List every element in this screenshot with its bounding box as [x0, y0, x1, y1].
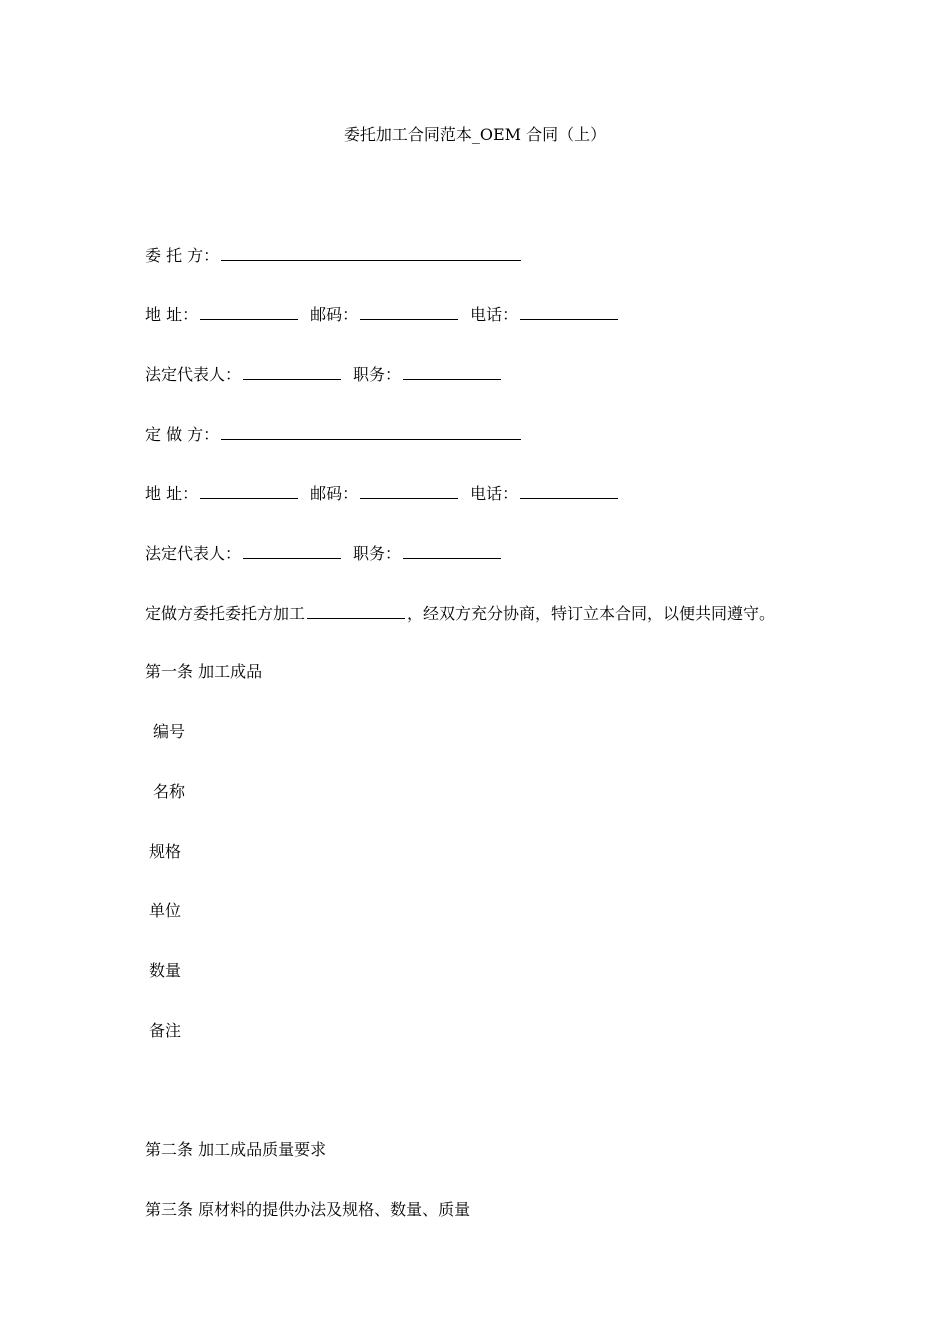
address-blank	[200, 482, 298, 499]
address-label: 地 址：	[145, 484, 199, 503]
intro-prefix: 定做方委托委托方加工	[145, 604, 306, 623]
phone-blank	[520, 482, 618, 499]
rep-blank	[243, 363, 341, 380]
position-blank	[403, 542, 501, 559]
rep-blank	[243, 542, 341, 559]
party-a-address-line	[145, 303, 620, 326]
phone-label: 电话：	[470, 484, 519, 503]
article-1-heading: 第一条 加工成品	[145, 662, 263, 681]
position-blank	[403, 363, 501, 380]
zip-label: 邮码：	[310, 305, 359, 324]
phone-blank	[520, 303, 618, 320]
zip-label: 邮码：	[310, 484, 359, 503]
rep-label: 法定代表人：	[145, 365, 242, 384]
party-b-label: 定 做 方：	[145, 425, 220, 444]
address-blank	[200, 303, 298, 320]
zip-blank	[360, 482, 458, 499]
field-quantity: 数量	[149, 961, 182, 980]
article-3-heading: 第三条 原材料的提供办法及规格、数量、质量	[145, 1200, 471, 1219]
party-a-rep-line	[145, 363, 503, 386]
party-b-line	[145, 423, 523, 446]
rep-label: 法定代表人：	[145, 544, 242, 563]
party-a-line	[145, 244, 523, 267]
phone-label: 电话：	[470, 305, 519, 324]
party-b-name-blank	[221, 423, 521, 440]
position-label: 职务：	[353, 544, 402, 563]
address-label: 地 址：	[145, 305, 199, 324]
zip-blank	[360, 303, 458, 320]
intro-suffix: ，经双方充分协商，特订立本合同，以便共同遵守。	[407, 604, 776, 623]
intro-paragraph	[145, 602, 775, 625]
party-a-label: 委 托 方：	[145, 246, 220, 265]
field-spec: 规格	[149, 842, 182, 861]
party-b-rep-line	[145, 542, 503, 565]
product-blank	[307, 602, 405, 619]
field-unit: 单位	[149, 901, 182, 920]
party-b-address-line	[145, 482, 620, 505]
page-title: 委托加工合同范本_OEM 合同（上）	[343, 125, 607, 144]
article-2-heading: 第二条 加工成品质量要求	[145, 1140, 327, 1159]
field-name: 名称	[153, 782, 186, 801]
position-label: 职务：	[353, 365, 402, 384]
party-a-name-blank	[221, 244, 521, 261]
field-number: 编号	[153, 722, 186, 741]
field-remarks: 备注	[149, 1021, 182, 1040]
